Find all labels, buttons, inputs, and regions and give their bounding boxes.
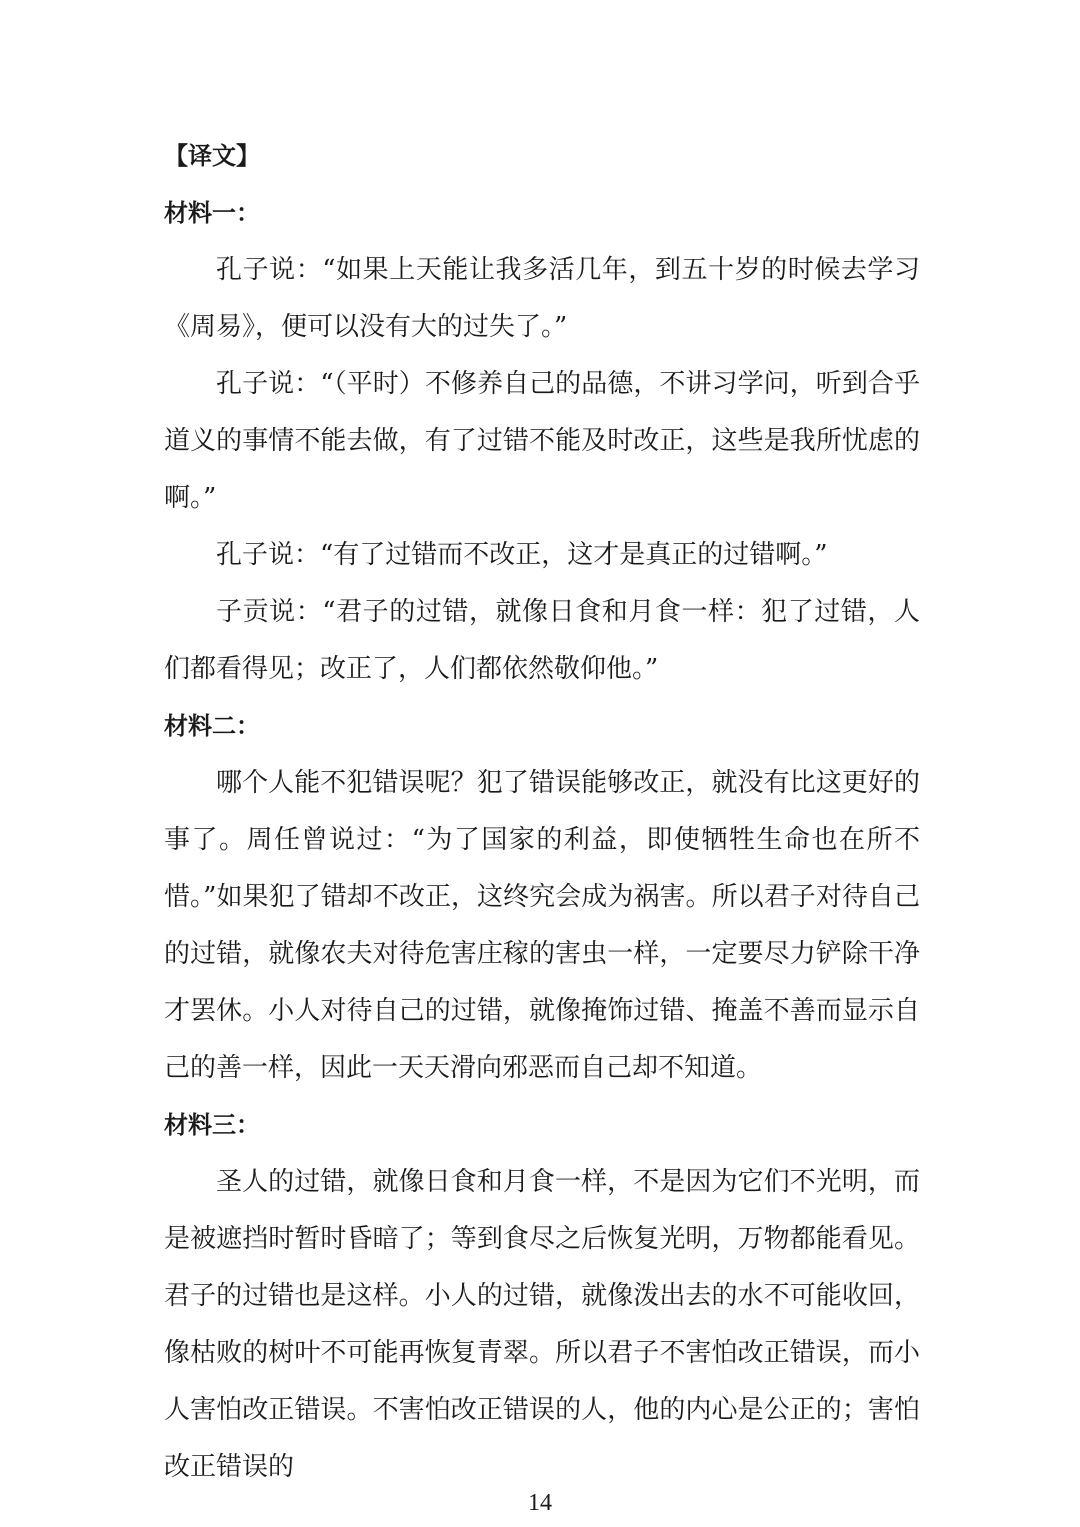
- section-title: 【译文】: [164, 142, 260, 170]
- paragraph: 孔子说：“如果上天能让我多活几年，到五十岁的时候去学习《周易》，便可以没有大的过失了。”: [164, 255, 920, 342]
- paragraph: 哪个人能不犯错误呢？犯了错误能够改正，就没有比这更好的事了。周任曾说过：“为了国家的利益，即使牺牲生命也在所不惜。”如果犯了错却不改正，这终究会成为祸害。所以君子对待自己的过错，就像农夫对待危害庄稼的害虫一样，一定要尽力铲除干净才罢休。小人对待自己的过错，就像掩饰过错、掩盖不善而显示自己的善一样，因此一天天滑向邪恶而自己却不知道。: [164, 768, 920, 1083]
- material-2-heading: 材料二：: [164, 712, 260, 740]
- paragraph: 孔子说：“有了过错而不改正，这才是真正的过错啊。”: [216, 540, 828, 570]
- paragraph: 子贡说：“君子的过错，就像日食和月食一样：犯了过错，人们都看得见；改正了，人们都依然敬仰他。”: [164, 597, 920, 684]
- paragraph: 孔子说：“（平时）不修养自己的品德，不讲习学问，听到合乎道义的事情不能去做，有了过错不能及时改正，这些是我所忧虑的啊。”: [164, 369, 920, 513]
- material-3-heading: 材料三：: [164, 1111, 260, 1139]
- paragraph: 圣人的过错，就像日食和月食一样，不是因为它们不光明，而是被遮挡时暂时昏暗了；等到食尽之后恢复光明，万物都能看见。君子的过错也是这样。小人的过错，就像泼出去的水不可能收回，像枯败的树叶不可能再恢复青翠。所以君子不害怕改正错误，而小人害怕改正错误。不害怕改正错误的人，他的内心是公正的；害怕改正错误的: [164, 1167, 920, 1482]
- page-number: 14: [528, 1490, 552, 1516]
- page-content: [164, 128, 920, 1496]
- material-1-heading: 材料一：: [164, 199, 260, 227]
